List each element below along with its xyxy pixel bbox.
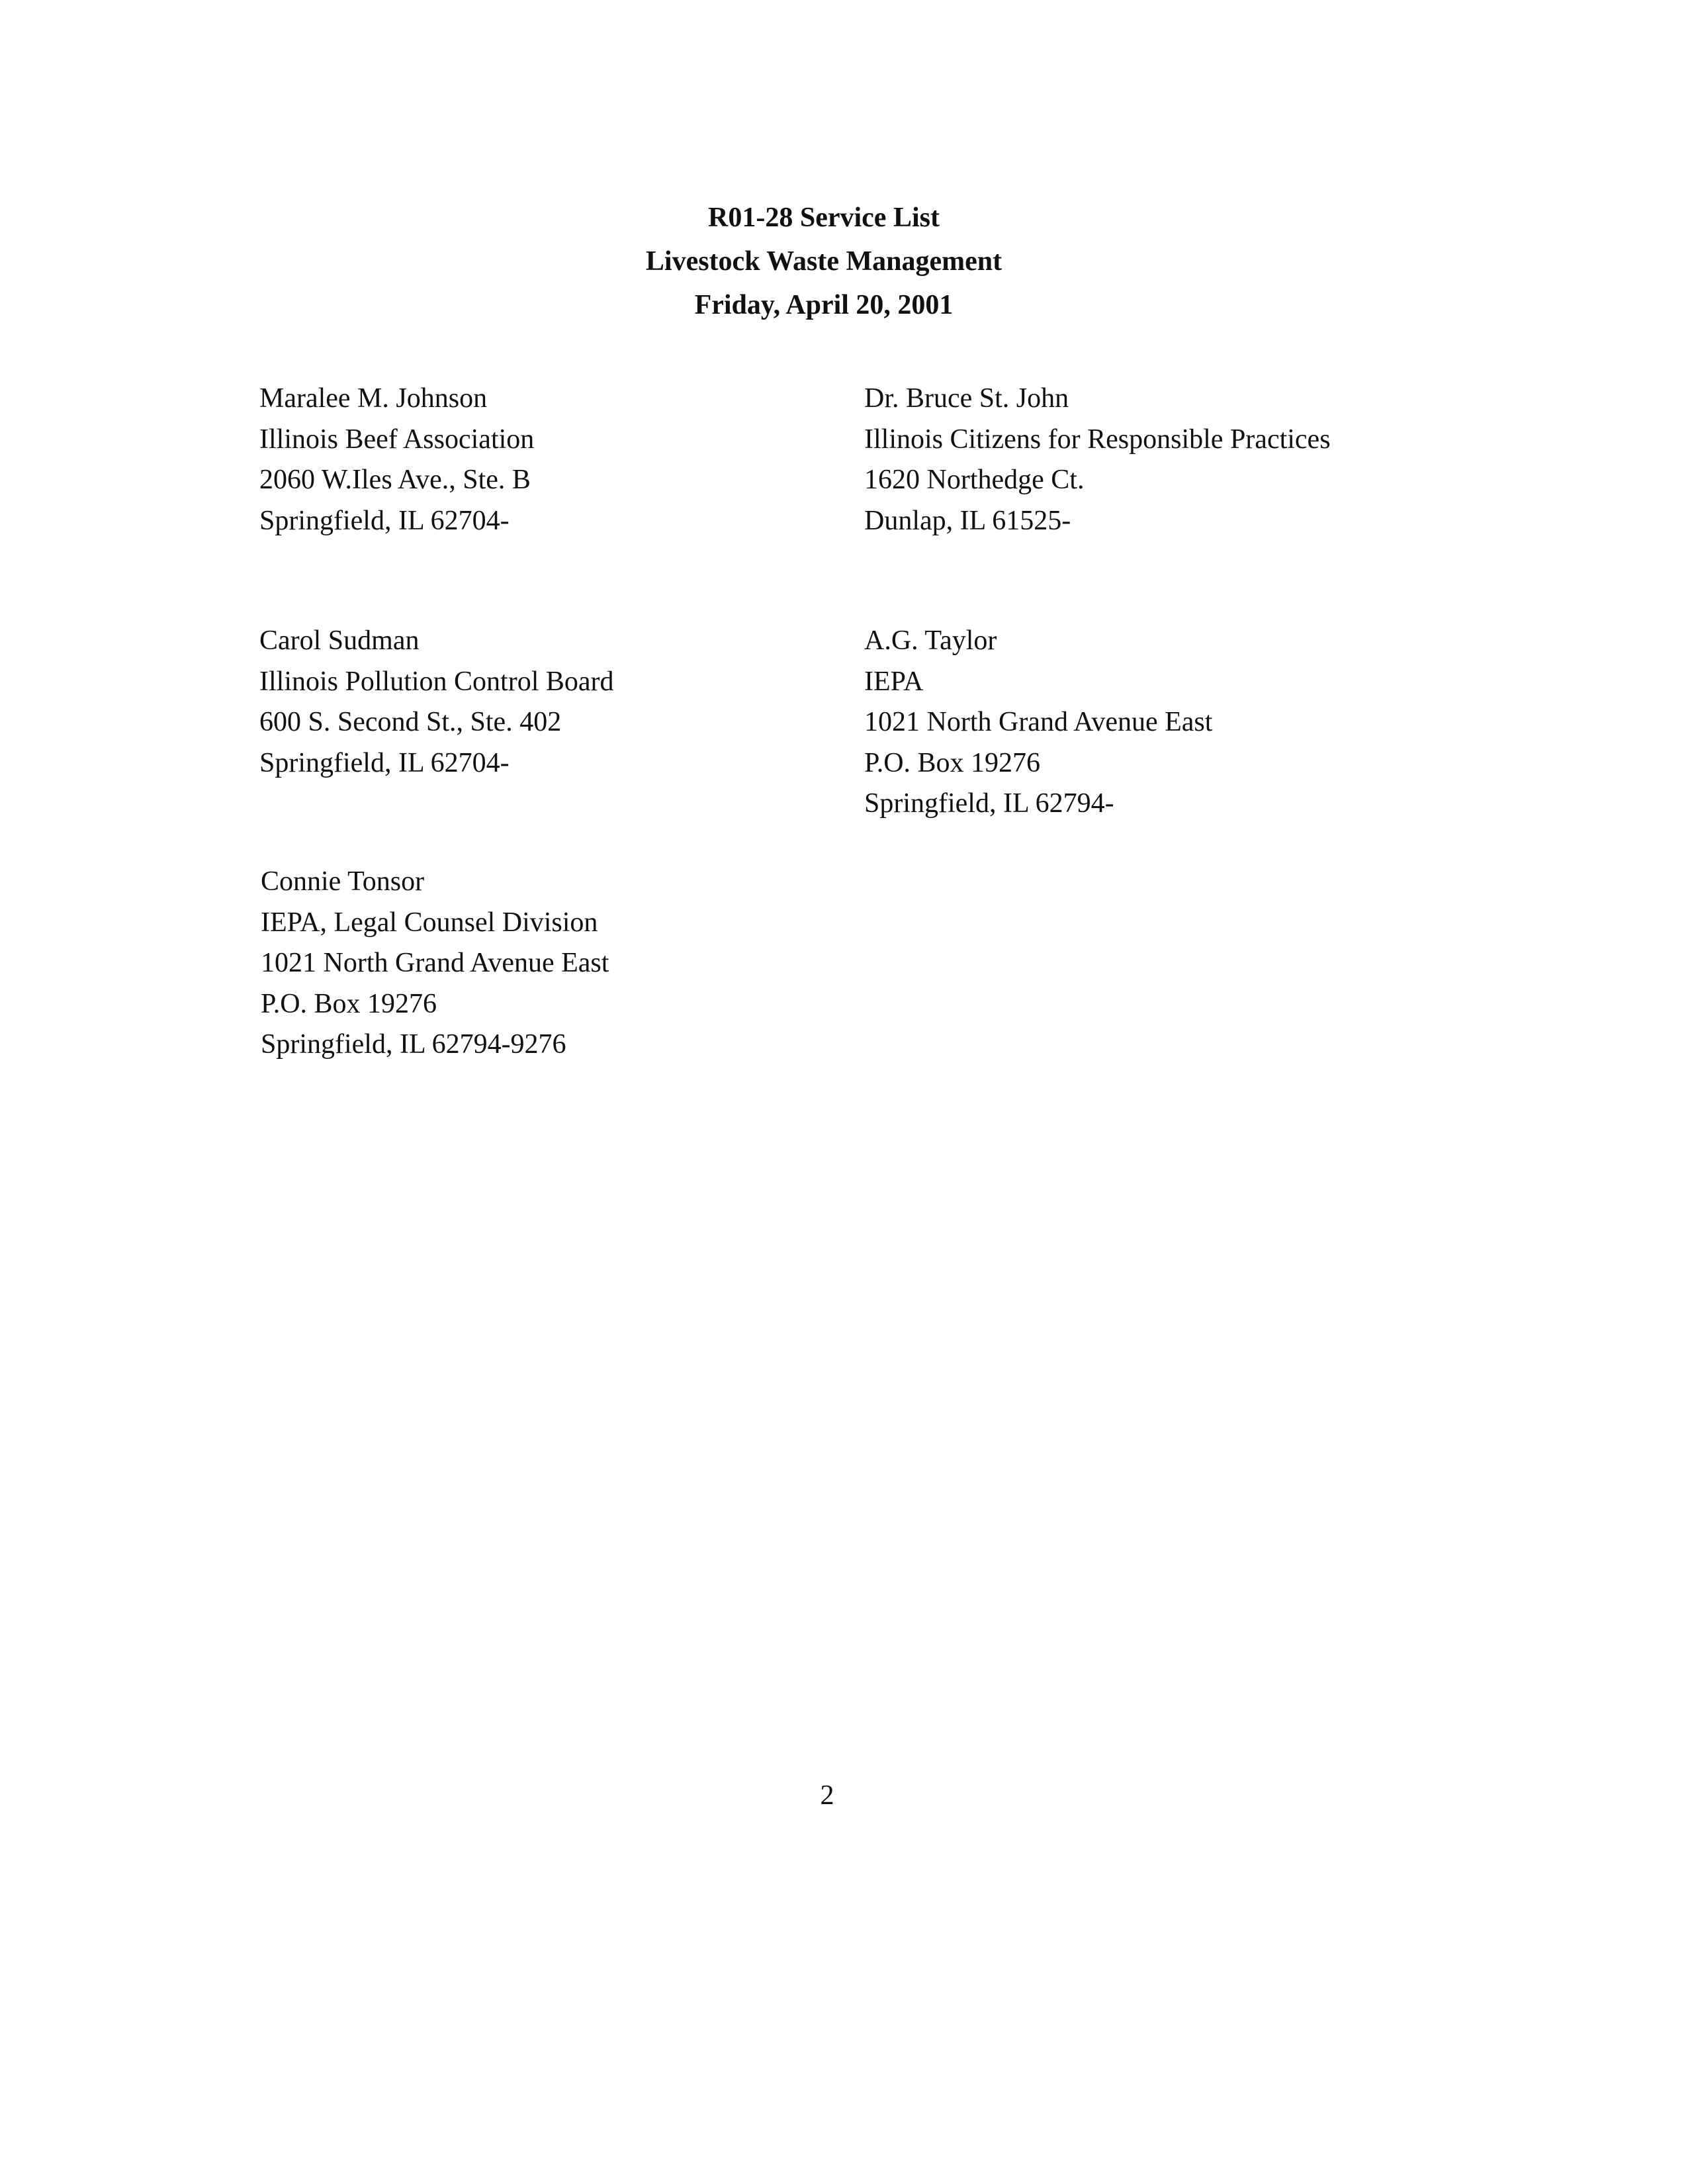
entry-address-line: 2060 W.Iles Ave., Ste. B [259, 465, 531, 495]
entry-organization: Illinois Beef Association [259, 424, 535, 455]
entry-name: Maralee M. Johnson [259, 383, 488, 414]
service-entry-tonsor [261, 862, 609, 1066]
page-number: 2 [820, 1780, 834, 1811]
service-entry-st-john [864, 379, 1331, 541]
entry-city-state-zip: Springfield, IL 62794- [864, 788, 1114, 819]
header-date: Friday, April 20, 2001 [694, 290, 954, 320]
header-title: R01-28 Service List [708, 203, 940, 233]
entry-address-line: P.O. Box 19276 [864, 747, 1041, 778]
entry-organization: Illinois Pollution Control Board [259, 666, 614, 697]
entry-organization: IEPA, Legal Counsel Division [261, 907, 598, 938]
entry-address-line: 1021 North Grand Avenue East [864, 707, 1213, 737]
service-entry-sudman [259, 621, 614, 784]
entry-city-state-zip: Springfield, IL 62704- [259, 505, 510, 536]
entry-name: Carol Sudman [259, 625, 420, 656]
entry-address-line: 600 S. Second St., Ste. 402 [259, 707, 562, 737]
entry-name: Connie Tonsor [261, 866, 425, 897]
service-entry-johnson [259, 379, 534, 541]
entry-organization: IEPA [864, 666, 924, 697]
entry-address-line: P.O. Box 19276 [261, 988, 437, 1019]
entry-name: Dr. Bruce St. John [864, 383, 1069, 414]
entry-name: A.G. Taylor [864, 625, 997, 656]
entry-city-state-zip: Springfield, IL 62704- [259, 747, 510, 778]
entry-city-state-zip: Springfield, IL 62794-9276 [261, 1029, 566, 1060]
entry-organization: Illinois Citizens for Responsible Practices [864, 424, 1331, 455]
document-header [0, 196, 1648, 327]
entry-address-line: 1620 Northedge Ct. [864, 465, 1085, 495]
header-subtitle: Livestock Waste Management [645, 246, 1003, 277]
entry-address-line: 1021 North Grand Avenue East [261, 948, 609, 978]
service-entry-taylor [864, 621, 1212, 825]
entry-city-state-zip: Dunlap, IL 61525- [864, 505, 1071, 536]
